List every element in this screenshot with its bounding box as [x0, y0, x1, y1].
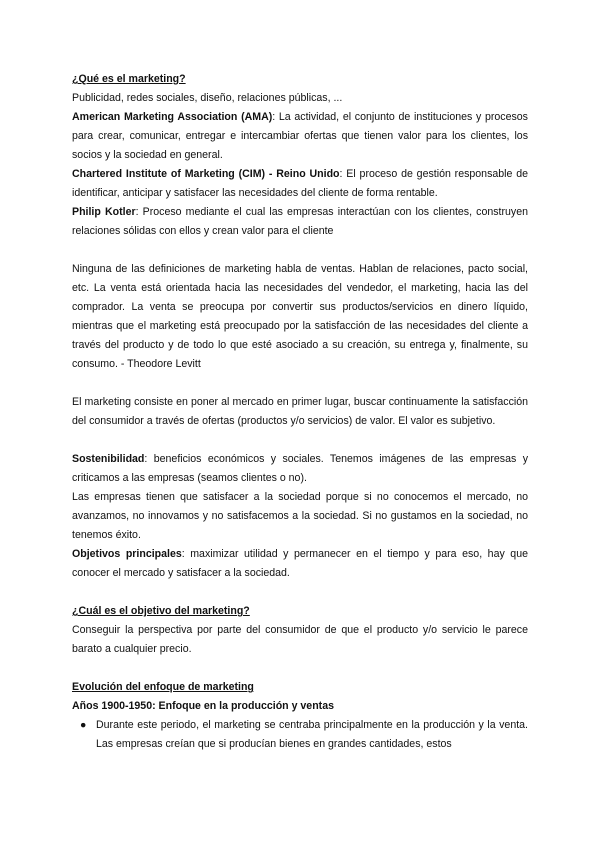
definition-kotler-text: : Proceso mediante el cual las empresas interactúan con los clientes, construyen relaciones sólidas con ellos y crean valor para el cliente	[72, 206, 529, 237]
subheading-1900-1950: Años 1900-1950: Enfoque en la producción y ventas	[72, 700, 334, 712]
paragraph-market-first: El marketing consiste en poner al mercado en primer lugar, buscar continuamente la satisfacción del consumidor a través de ofertas (productos y/o servicios) de valor. El valor es subjetivo.	[72, 396, 528, 427]
paragraph-objective: Conseguir la perspectiva por parte del consumidor de que el producto y/o servicio le parece barato a cualquier precio.	[72, 624, 528, 655]
intro-line: Publicidad, redes sociales, diseño, relaciones públicas, ...	[72, 92, 343, 104]
spacer	[72, 374, 528, 393]
definition-ama-label: American Marketing Association (AMA)	[72, 111, 273, 123]
definition-kotler-label: Philip Kotler	[72, 206, 136, 218]
spacer	[72, 241, 528, 260]
sostenibilidad-text: : beneficios económicos y sociales. Tenemos imágenes de las empresas y criticamos a las empresas (seamos clientes o no).	[72, 453, 528, 484]
paragraph-empresas: Las empresas tienen que satisfacer a la sociedad porque si no conocemos el mercado, no avanzamos, no innovamos y no satisfacemos a la sociedad. Si no gustamos en la sociedad, no tenemos éxito.	[72, 491, 528, 541]
section-heading-objective: ¿Cuál es el objetivo del marketing?	[72, 605, 250, 617]
paragraph-sostenibilidad	[72, 450, 528, 488]
spacer	[72, 659, 528, 678]
bullet-icon: ●	[80, 719, 87, 731]
paragraph-objetivos	[72, 545, 528, 583]
objetivos-label: Objetivos principales	[72, 548, 182, 560]
list-item	[80, 716, 528, 754]
definition-kotler	[72, 203, 528, 241]
section-heading-what-is-marketing: ¿Qué es el marketing?	[72, 73, 186, 85]
paragraph-levitt: Ninguna de las definiciones de marketing habla de ventas. Hablan de relaciones, pacto social, etc. La venta está orientada hacia las necesidades del vendedor, el marketing, hacia las del comprador. La venta se preocupa por convertir sus productos/servicios en dinero líquido, mientras que el marketing está preocupado por la satisfacción de las necesidades del cliente a través del producto y de todo lo que esté asociado a su creación, su entrega y, finalmente, su consumo. - Theodore Levitt	[72, 263, 528, 370]
spacer	[72, 583, 528, 602]
section-heading-evolution: Evolución del enfoque de marketing	[72, 681, 254, 693]
objetivos-text: : maximizar utilidad y permanecer en el tiempo y para eso, hay que conocer el mercado y satisfacer a la sociedad.	[72, 548, 528, 579]
definition-ama-text: : La actividad, el conjunto de instituciones y procesos para crear, comunicar, entregar e intercambiar ofertas que tienen valor para los clientes, los socios y la sociedad en general.	[72, 111, 528, 161]
definition-cim	[72, 165, 528, 203]
list-item-text: Durante este periodo, el marketing se centraba principalmente en la producción y la venta. Las empresas creían que si producían bienes en grandes cantidades, estos	[96, 719, 528, 750]
definition-cim-text: : El proceso de gestión responsable de identificar, anticipar y satisfacer las necesidades del cliente de forma rentable.	[72, 168, 529, 199]
bullet-list	[72, 716, 528, 754]
spacer	[72, 431, 528, 450]
definition-cim-label: Chartered Institute of Marketing (CIM) - Reino Unido	[72, 168, 340, 180]
definition-ama	[72, 108, 528, 165]
sostenibilidad-label: Sostenibilidad	[72, 453, 145, 465]
